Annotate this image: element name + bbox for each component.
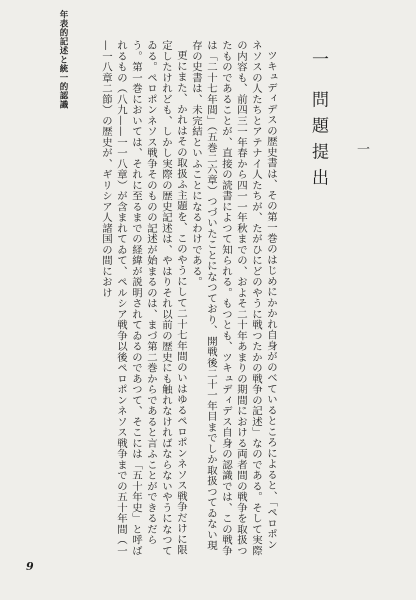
section-number: 一 [354,142,369,155]
section-heading [300,50,380,250]
section-title: 一 問題提出 [308,50,328,195]
body-text [36,40,278,560]
page-number: 9 [26,560,34,573]
paragraph-2: 更にまた、かれはその取扱ふ主題を、このやうにして二十七年間のいはゆるペロポンネソス戦争だけに限定したけれども、しかし実際の歴史記述は、やはりそれ以前の歴史にも触れなければならないやうになつてゐる。ペロポンネソス戦争そのものの記述が始まるのは、まづ第二巻からであると言ふことができるだらう。第一巻においては、それに至るまでの経緯が説明されてゐるのであつて、そこには「五十年史」と呼ばれるもの（八九——一一八章）が含まれてゐて、ペルシア戦争以後ペロポンネソス戦争までの五十年間（一—一八章二節）の歴史が、ギリシア人諸国の間におけ [100,40,187,556]
paragraph-1: ツキュディデスの歴史書は、その第一巻のはじめにかかれ自身がのべているところによると、「ペロポンネソスの人たちとアテナイ人たちが、たがひにどのやうに戦つたかの戦争の記述」なのである。そして実際の内容も、前四三一年春から四一一年秋までの、およそ二十年あまりの期間における両者間の戦争を取扱つたものであることが、直接の読書によつて知られる。もつとも、ツキュディデス自身の認識では、この戦争は「二十七年間」（五巻二六章）つづいたことになつており、開戦後二十一年目までしか取扱つてゐない現存の史書は、未完結といふことになるわけである。 [190,40,277,556]
running-head: 年表的記述と統一的認識 [58,10,68,109]
